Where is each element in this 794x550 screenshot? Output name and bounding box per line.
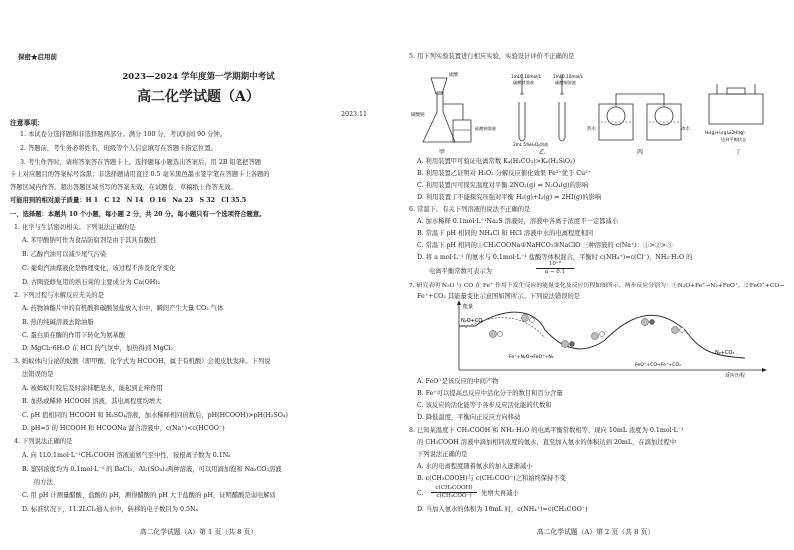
q3-stem-cont: 法错误的是 (22, 371, 54, 378)
q8-option-b: B. c(CH₃COOH)与 c(CH₃COO⁻)之和始终保持不变 (417, 475, 566, 482)
q7-option-a: A. FeO⁺是该反应的中间产物 (417, 378, 499, 385)
q7-option-b: B. Fe⁺可以提高总反应中活化分子的数目和百分含量 (417, 390, 563, 397)
q3-option-a: A. 被蚂蚁叮咬后及时涂抹肥皂水，能起到止痒作用 (22, 385, 163, 392)
note-1: 1. 本试卷分选择题和非选择题两部分。满分 100 分，考试时间 90 分钟。 (20, 131, 227, 138)
q1-option-d: D. 古陶瓷修复用的熟石膏的主要成分为 Ca(OH)₂ (22, 279, 161, 286)
note-3-cont2: 答题区域内作答。超出答题区域书写的答案无效，在试题卷、草稿纸上作答无效。 (10, 184, 237, 191)
q5-apparatus-figure (409, 64, 789, 159)
atomic-mass: 可能用到的相对原子质量：H 1 C 12 N 14 O 16 Na 23 S 32 Cl 35.5 (10, 197, 247, 204)
q7-option-d: D. 降低温度，平衡向正反应方向移动 (417, 414, 521, 421)
label-jia: 甲 (439, 149, 446, 156)
q6-option-b: B. 常温下 pH 相同的 NH₄Cl 和 HCl 溶液中水的电离程度相同 (417, 230, 594, 237)
q4-option-d: D. 标准状况下，11.2LCl₂通入水中，转移的电子数目为 0.5Nₐ (22, 506, 198, 513)
q8c-numerator: c(CH₃COOH) (431, 485, 477, 493)
label-fe-sol: 硫酸铁溶液 (513, 80, 534, 85)
q4-option-b: B. 鉴别浓度均为 0.1mol·L⁻¹ 的 BaCl₂、Al₂(SO₄)₃两种溶液，可以用滴加饱和 Na₂CO₃溶液 (22, 466, 282, 473)
q6-fraction-numerator: 10⁻⁸ (536, 261, 574, 269)
energy-label: 能量 (463, 304, 474, 310)
q3-stem: 3. 蚂蚁体内分泌的蚁酸（即甲酸，化学式为 HCOOH，属于有机酸）会使皮肤发痒。下列说 (14, 358, 271, 365)
section-1-heading: 一、选择题：本题共 10 个小题，每小题 2 分，共 20 分。每小题只有一个选项符合题意。 (10, 211, 266, 218)
note-3: 3. 考生作答时，请将答案答在答题卡上。选择题每小题选出答案后，用 2B 铅笔把答题 (20, 159, 262, 166)
q6-option-d: D. 将 a mol·L⁻¹ 的氨水与 0.1mol·L⁻¹ 盐酸等体积混合，平衡时 c(NH₄⁺)=c(Cl⁻)，NH₃·H₂O 的 (417, 254, 693, 261)
apparatus-jia (423, 78, 471, 142)
q2-option-b: B. 热的纯碱溶液去除油脂 (22, 319, 94, 326)
q5-option-c: C. 利用装置丙可探究温度对平衡 2NO₂(g) ⇌ N₂O₄(g)的影响 (417, 182, 589, 189)
q8-stem: 8. 已知某温度下 CH₃COOH 和 NH₃·H₂O 的电离平衡常数相等，现向 10mL 浓度为 0.1mol·L⁻¹ (409, 427, 684, 434)
exam-date: 2023.11 (341, 111, 368, 118)
q3-option-c: C. pH 值相同的 HCOOH 和 H₂SO₄溶液，加水稀释相同倍数后，pH(HCOOH)>pH(H₂SO₄) (22, 412, 288, 419)
exam-title: 2023—2024 学年度第一学期期中考试 (122, 72, 275, 82)
q2-option-c: C. 蛋白质在酶的作用下转化为氨基酸 (22, 332, 126, 339)
q7-stem-cont: Fe⁺+CO₂ 其能量变化示意图如图所示。下列说法错误的是 (417, 293, 581, 300)
notes-title: 注意事项： (10, 119, 44, 127)
page-2-footer: 高二化学试题（A）第 2 页（共 8 页） (536, 528, 655, 536)
label-fe-conc: 1mL0.10mol/L (511, 74, 541, 79)
paper-title: 高二化学试题（A） (137, 89, 260, 105)
q4-option-c: C. 用 pH 计测量醋酸、盐酸的 pH，测得醋酸的 pH 大于盐酸的 pH，证明醋酸是弱电解质 (22, 492, 276, 499)
label-step1: Fe⁺+N₂O→FeO⁺+N₂ (509, 355, 554, 360)
q7-stem: 7. 研究表明 N₂O 与 CO 在 Fe⁺ 作用下发生反应的能量变化及反应历程如图所示，两步反应分别为：①N₂O+Fe⁺→N₂+FeO⁺，②FeO⁺+CO→ (409, 283, 785, 289)
label-na2co3: 碳酸钠 (411, 113, 425, 118)
q5-stem: 5. 用下列实验装置进行相应实验，实验设计评价不正确的是 (409, 53, 575, 60)
note-2: 2. 答题前，考生务必将姓名、班级等个人信息填写在答题卡指定位置。 (20, 145, 217, 152)
page-1-footer: 高二化学试题（A）第 1 页（共 8 页） (139, 528, 258, 536)
q8c-tail: 先增大再减小 (481, 490, 519, 497)
label-cu-sol: 硫酸铜溶液 (555, 80, 576, 85)
label-acid: 硫酸 (449, 73, 458, 78)
label-equilibrium: 达到平衡状态 (721, 137, 747, 142)
q1-option-b: B. 乙醇汽油可以减少尾气污染 (22, 251, 107, 258)
q6-stem: 6. 常温下，有关下列溶液的说法不正确的是 (409, 206, 531, 213)
q8-option-c-label: C. (417, 490, 424, 497)
label-cu-conc: 1mL0.10mol/L (553, 74, 583, 79)
q2-stem: 2. 下列过程与水解反应无关的是 (14, 292, 104, 299)
label-ice-water: 冰水 (681, 127, 690, 132)
page-2 (397, 0, 794, 550)
energy-axis-arrow (457, 300, 461, 305)
q6-option-a: A. 加水稀释 0.1mol·L⁻¹Na₂S 溶液时，溶液中各离子浓度不一定都减小 (417, 218, 619, 225)
label-hot-water: 热水 (587, 127, 596, 132)
label-bing: 丙 (637, 149, 644, 156)
q1-option-a: A. 苯甲酸钠可作为食品防腐剂是由于其具有酸性 (22, 237, 157, 244)
q7-option-c: C. 该反应的活化能等于各步反应活化能的代数和 (417, 402, 552, 409)
label-ding: 丁 (735, 149, 742, 156)
q4-stem: 4. 下列说法正确的是 (14, 438, 73, 445)
apparatus-ding (709, 84, 763, 124)
q1-option-c: C. 葡萄汽油煤液化是物理变化，该过程不涉及化学变化 (22, 265, 176, 272)
label-yi: 乙 (539, 149, 546, 156)
apparatus-bing (599, 94, 681, 140)
label-h2-i2: H₂(g)+I₂(g)⇌2HI(g) (705, 130, 745, 135)
q6-fraction-denominator: a − 0.1 (544, 269, 566, 275)
q4-option-b-cont: 的方法 (34, 479, 53, 486)
progress-label: 反应历程 (725, 373, 746, 378)
q6-option-c: C. 常温下 pH 相同的①CH₃COONa②NaHCO₃③NaClO 三种溶液的 c(Na⁺)：①>②>③ (417, 242, 673, 249)
label-na2sio3: 硅酸钠溶液 (475, 126, 496, 131)
q3-option-d: D. pH=5 的 HCOOH 和 HCOONa 混合溶液中，c(Na⁺)<c(HCOO⁻) (22, 425, 225, 432)
q3-option-b: B. 加热或稀释 HCOOH 溶液，其电离程度均增大 (22, 398, 162, 405)
q8c-denominator: c(CH₃COO⁻) (436, 493, 472, 499)
q4-option-a: A. 向 1L0.1mol·L⁻¹CH₃COOH 溶液通氨气至中性，铵根离子数为 0.1Nₐ (22, 452, 231, 459)
secret-label: 保密★启用前 (18, 53, 57, 61)
q1-stem: 1. 化学与生活密切相关。下列说法正确的是 (14, 224, 136, 231)
progress-axis-arrow (762, 368, 767, 372)
q8-option-d: D. 当加入氨水的体积为 10mL 时，c(NH₄⁺)=c(CH₃COO⁻) (417, 506, 588, 513)
q8-option-a: A. 水的电离程度随着氨水的加入逐渐减小 (417, 463, 533, 470)
q7-energy-diagram (445, 300, 775, 378)
q5-option-b: B. 利用装置乙证明对 H₂O₂ 分解反应催化效果 Fe³⁺优于 Cu²⁺ (417, 170, 592, 177)
q2-option-a: A. 药物油酯片中的有机酸和碳酸氢盐放入水中，瞬间产生大量 CO₂ 气体 (22, 305, 224, 312)
q8-stem-cont2: 下列说法正确的是 (417, 451, 468, 458)
q5-option-a: A. 利用装置甲可验证电离常数 Kₐ(H₂CO₃)>Kₐ(H₂SiO₃) (417, 158, 576, 165)
label-step2: FeO⁺+CO→Fe⁺+CO₂ (635, 363, 681, 368)
q8-stem-cont: 的 CH₃COOH 溶液中滴加相同浓度的氨水，直至加入氨水的体积达到 20mL，在滴加过程中 (417, 439, 677, 446)
label-n2-co2: N₂+CO₂ (715, 350, 735, 356)
q5-option-d: D. 利用装置丁不能探究压强对平衡 H₂(g)+I₂(g) ⇌ 2HI(g)的影响 (417, 194, 602, 201)
note-3-cont: 卡上对应题目的答案标号涂黑；非选择题请用直径 0.5 毫米黑色墨水签字笔在答题卡上各题的 (10, 171, 270, 178)
molecule-icons (490, 315, 685, 348)
label-h2o2: 2mL 5%H₂O₂溶液 (513, 142, 549, 147)
q2-option-d: D. MgCl₂·6H₂O 在 HCl 的气氛中，加热得到 MgCl₂ (22, 345, 173, 352)
q6-option-d-cont: 电离平衡常数可表示为 (429, 268, 492, 275)
label-n2o-co: N₂O+CO (461, 318, 483, 324)
